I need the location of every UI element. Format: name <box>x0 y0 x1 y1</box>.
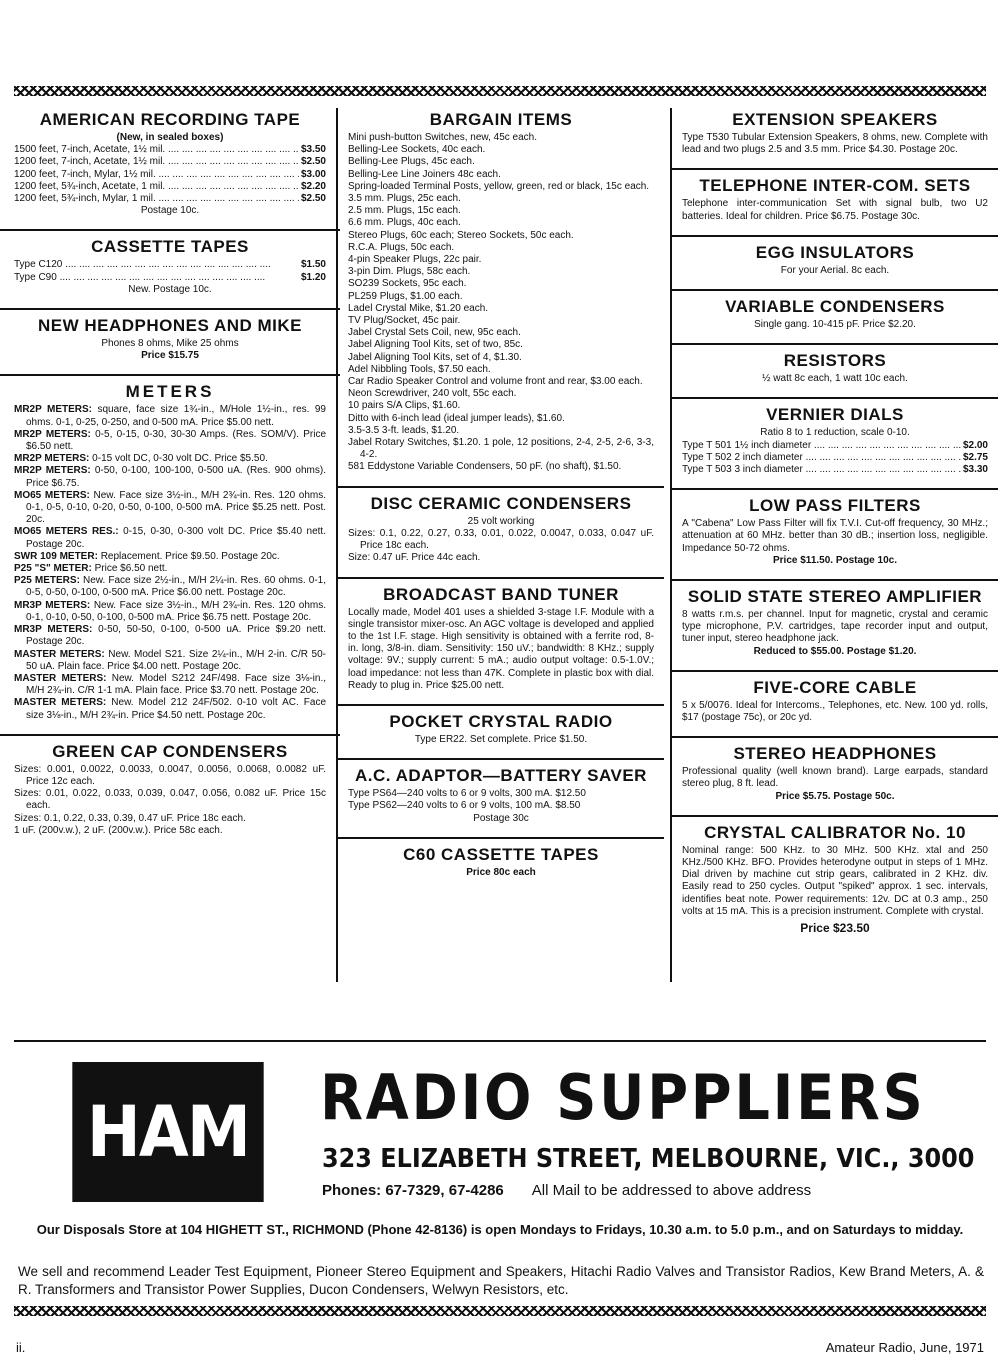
publication-credit: Amateur Radio, June, 1971 <box>825 1340 984 1355</box>
section-title: EGG INSULATORS <box>755 242 915 262</box>
section-divider <box>672 235 998 237</box>
section-divider <box>672 343 998 345</box>
meter-item: MR2P METERS: 0-5, 0-15, 0-30, 30-30 Amps. (Res. SOM/V). Price $6.50 nett. <box>14 428 327 453</box>
spec-line: Type PS64—240 volts to 6 or 9 volts, 300 mA. $12.50 <box>348 788 586 800</box>
phones: Phones: 67-7329, 67-4286 <box>322 1182 504 1199</box>
spec-line: ½ watt 8c each, 1 watt 10c each. <box>762 373 908 385</box>
crystal-calibrator-section <box>682 823 988 942</box>
resistors-section <box>682 351 988 393</box>
spec-line: 1 uF. (200v.w.), 2 uF. (200v.w.). Price 58c each. <box>14 824 223 836</box>
meter-item: MR3P METERS: 0-50, 50-50, 0-100, 0-500 uA. Price $9.20 nett. Postage 20c. <box>14 624 326 648</box>
description: 8 watts r.m.s. per channel. Input for magnetic, crystal and ceramic type microphone, P.V. cartridges, tape recorder input and output, tuner input, stereo headphone jack. <box>682 609 988 645</box>
company-address: 323 ELIZABETH STREET, MELBOURNE, VIC., 3000 <box>322 1144 975 1174</box>
list-item: 2.5 mm. Plugs, 15c each. <box>348 205 461 217</box>
section-divider <box>0 734 340 736</box>
description: Type T530 Tubular Extension Speakers, 8 ohms, new. Complete with lead and two plugs 2.5 and 3.5 mm. Price $4.30. Postage 20c. <box>682 132 988 156</box>
spec-line: For your Aerial. 8c each. <box>780 264 890 276</box>
telephone-intercom-section <box>682 176 988 230</box>
list-item: Jabel Aligning Tool Kits, set of 4, $1.30. <box>348 351 522 363</box>
spec-line: Type PS62—240 volts to 6 or 9 volts, 100 mA. $8.50 <box>348 800 581 812</box>
meters-section <box>14 382 326 729</box>
section-divider <box>338 577 664 579</box>
price-row: 1200 feet, 5¾-inch, Acetate, 1 mil. .... $2.20 <box>14 181 326 193</box>
price-row: Type C90 .... $1.20 <box>14 272 326 284</box>
section-divider <box>672 289 998 291</box>
list-item: 6.6 mm. Plugs, 40c each. <box>348 217 461 229</box>
meter-item: MO65 METERS: New. Face size 3½-in., M/H 2¾-in. Res. 120 ohms. 0-1, 0-5, 0-10, 0-20, 0-50, 0-100, 0-500 mA. Price $5.25 nett. Post. 20c. <box>14 489 326 526</box>
low-pass-filters-section <box>682 496 988 575</box>
section-title: CRYSTAL CALIBRATOR No. 10 <box>704 822 966 842</box>
section-title: FIVE-CORE CABLE <box>753 677 917 697</box>
section-title: VARIABLE CONDENSERS <box>725 297 945 317</box>
section-title: EXTENSION SPEAKERS <box>732 110 938 129</box>
price-line: Price 80c each <box>466 866 536 878</box>
section-divider <box>0 308 340 310</box>
price-line: Price $11.50. Postage 10c. <box>773 554 897 566</box>
list-item: 3.5 mm. Plugs, 25c each. <box>348 193 461 205</box>
spec-line: Sizes: 0.1, 0.22, 0.33, 0.39, 0.47 uF. Price 18c each. <box>14 812 246 824</box>
section-divider <box>672 736 998 738</box>
company-name: RADIO SUPPLIERS <box>320 1061 926 1134</box>
meter-item: MASTER METERS: New. Model S21. Size 2¼-in., M/H 2-in. C/R 50-50 uA. Plain face. Price $4.00 nett. Postage 20c. <box>14 648 327 672</box>
section-title: NEW HEADPHONES AND MIKE <box>38 316 302 336</box>
meter-item: MO65 METERS RES.: 0-15, 0-30, 0-300 volt DC. Price $5.40 nett. Postage 20c. <box>14 526 326 550</box>
list-item: 3-pin Dim. Plugs, 58c each. <box>348 266 471 278</box>
list-item: Neon Screwdriver, 240 volt, 55c each. <box>348 388 517 400</box>
headphones-mike-section <box>14 316 326 370</box>
footer-divider <box>14 1040 986 1042</box>
section-title: DISC CERAMIC CONDENSERS <box>370 493 632 513</box>
section-title: STEREO HEADPHONES <box>733 744 937 764</box>
store-hours: Our Disposals Store at 104 HIGHETT ST., RICHMOND (Phone 42-8136) is open Mondays to Fridays, 10.30 a.m. to 5.0 p.m., and on Saturdays to midday. <box>36 1222 964 1237</box>
meter-item: MASTER METERS: New. Model S212 24F/498. Face size 3⅛-in., M/H 2¾-in. C/R 1-1 mA. Plain face. Price $3.70 nett. Postage 20c. <box>14 672 327 697</box>
spec-line: Type ER22. Set complete. Price $1.50. <box>414 733 588 745</box>
section-title: C60 CASSETTE TAPES <box>403 844 599 864</box>
section-subtitle: (New, in sealed boxes) <box>116 132 224 143</box>
list-item: TV Plug/Socket, 45c pair. <box>348 315 461 327</box>
meter-item: MR2P METERS: 0-50, 0-100, 100-100, 0-500 uA. (Res. 900 ohms). Price $6.75. <box>14 465 326 489</box>
five-core-cable-section <box>682 678 988 732</box>
list-item: Belling-Lee Line Joiners 48c each. <box>348 168 501 180</box>
meter-item: MR3P METERS: New. Face size 3½-in., M/H 2¾-in. Res. 120 ohms. 0-1, 0-10, 0-50, 0-100, 0-500 mA. Price $6.75 nett. Postage 20c. <box>14 599 326 623</box>
list-item: R.C.A. Plugs, 50c each. <box>348 241 455 253</box>
price-row: 1500 feet, 7-inch, Acetate, 1½ mil. .... $3.50 <box>14 144 326 156</box>
brands-statement: We sell and recommend Leader Test Equipment, Pioneer Stereo Equipment and Speakers, Hitachi Radio Valves and Transistor Radios, Kew Brand Meters, A. & R. Transformers and Transistor Power Supplies, Ducon Condensers, Welwyn Resistors, etc. <box>18 1264 984 1297</box>
list-item: Belling-Lee Plugs, 45c each. <box>348 156 475 168</box>
list-item: Belling-Lee Sockets, 40c each. <box>348 144 486 156</box>
list-item: Jabel Rotary Switches, $1.20. 1 pole, 12 positions, 2-4, 2-5, 2-6, 3-3, 4-2. <box>348 437 654 461</box>
list-item: SO239 Sockets, 95c each. <box>348 278 467 290</box>
spec-line: Phones 8 ohms, Mike 25 ohms <box>101 338 239 350</box>
list-item: 4-pin Speaker Plugs, 22c pair. <box>348 254 482 266</box>
meter-item: MR2P METERS: square, face size 1¾-in., M/Hole 1½-in., res. 99 ohms. 0-1, 0-25, 0-250, and 0-500 mA. Price $5.00 nett. <box>14 404 326 428</box>
spec-line: Size: 0.47 uF. Price 44c each. <box>348 552 481 564</box>
price-row: Type T 501 1½ inch diameter .... $2.00 <box>682 440 988 452</box>
vernier-dials-section <box>682 405 988 484</box>
meter-item: SWR 109 METER: Replacement. Price $9.50. Postage 20c. <box>14 550 280 562</box>
section-subtitle: Ratio 8 to 1 reduction, scale 0-10. <box>760 427 910 439</box>
list-item: Car Radio Speaker Control and volume front and rear, $3.00 each. <box>348 376 643 388</box>
disc-ceramic-section <box>348 494 654 573</box>
stereo-amplifier-section <box>682 587 988 666</box>
price-line: Price $5.75. Postage 50c. <box>775 790 895 802</box>
list-item: Jabel Aligning Tool Kits, set of two, 85c. <box>348 339 523 351</box>
cassette-tapes-section <box>14 237 326 304</box>
price-row: Type C120 .... $1.50 <box>14 259 326 271</box>
section-divider <box>338 704 664 706</box>
list-item: Mini push-button Switches, new, 45c each. <box>348 132 537 143</box>
section-title: METERS <box>125 382 215 402</box>
price-line: Price $15.75 <box>141 350 199 362</box>
section-divider <box>0 229 340 231</box>
column-divider-left <box>336 108 338 982</box>
section-title: BARGAIN ITEMS <box>429 110 573 129</box>
list-item: PL259 Plugs, $1.00 each. <box>348 290 463 302</box>
description: Locally made, Model 401 uses a shielded 3-stage I.F. Module with a single transistor mixer-osc. An AGC voltage is developed and applied to the 1st I.F. stage. High sensitivity is obtained with a ferrite rod, 8-in. long, 3/8-in. diam. Sensitivity: 150 uV.; bandwidth: 8 KHz.; supply voltage: 9V.; supply current: 5 mA.; audio output voltage: 0.5-1.0V.; load impedance: not less than 47K. Complete in plastic box with dial. Ready to plug in. Price $25.00 nett. <box>348 606 654 691</box>
section-subtitle: 25 volt working <box>467 515 535 527</box>
mail-note: All Mail to be addressed to above address <box>531 1182 812 1199</box>
spec-line: Sizes: 0.1, 0.22, 0.27, 0.33, 0.01, 0.022, 0.0047, 0.033, 0.047 uF. Price 18c each. <box>348 527 654 552</box>
section-title: TELEPHONE INTER-COM. SETS <box>699 176 971 196</box>
list-item: 10 pairs S/A Clips, $1.60. <box>348 400 461 412</box>
section-title: GREEN CAP CONDENSERS <box>52 741 288 761</box>
description: Telephone inter-communication Set with signal bulb, two U2 batteries. Ideal for children. Price $6.75. Postage 30c. <box>682 198 988 222</box>
green-cap-condensers-section <box>14 742 326 845</box>
description: Nominal range: 500 KHz. to 30 MHz. 500 KHz. xtal and 250 KHz./500 KHz. BFO. Provides heterodyne output in steps of 1 MHz. Dial driven by machine cut strip gears, calibrated in 2 KHz. div. Easily read to 250 cycles. Output "spiked" approx. 1 sec. intervals, identifies beat note. Power requirements: 12v. DC at 0.3 amp., 250 volts at 15 mA. This is a precision instrument. Complete with crystal. <box>682 844 988 917</box>
c60-cassette-section <box>348 845 654 887</box>
price-row: 1200 feet, 5¾-inch, Mylar, 1 mil. .... $2.50 <box>14 193 326 205</box>
broadcast-tuner-section <box>348 585 654 700</box>
extension-speakers-section <box>682 110 988 164</box>
american-recording-tape-section <box>14 110 326 225</box>
section-divider <box>672 488 998 490</box>
egg-insulators-section <box>682 243 988 285</box>
ac-adaptor-section <box>348 766 654 833</box>
section-title: LOW PASS FILTERS <box>749 496 921 516</box>
section-divider <box>672 815 998 817</box>
section-title: A.C. ADAPTOR—BATTERY SAVER <box>355 766 647 786</box>
list-item: Spring-loaded Terminal Posts, yellow, green, red or black, 15c each. <box>348 180 650 192</box>
price-row: 1200 feet, 7-inch, Mylar, 1½ mil. .... $3.00 <box>14 169 326 181</box>
column-2 <box>348 110 654 887</box>
column-divider-right <box>670 108 672 982</box>
list-item: Ladel Crystal Mike, $1.20 each. <box>348 302 489 314</box>
description: 5 x 5/0076. Ideal for Intercoms., Telephones, etc. New. 100 yd. rolls, $17 (postage 75c), or 20c yd. <box>682 699 988 724</box>
section-title: SOLID STATE STEREO AMPLIFIER <box>687 587 983 607</box>
section-title: POCKET CRYSTAL RADIO <box>389 711 613 731</box>
column-3 <box>682 110 988 942</box>
bargain-items-section <box>348 110 654 482</box>
bottom-decorative-border <box>14 1306 986 1316</box>
column-1 <box>14 110 326 845</box>
meter-item: MR2P METERS: 0-15 volt DC, 0-30 volt DC. Price $5.50. <box>14 453 268 465</box>
list-item: 3.5-3.5 3-ft. leads, $1.20. <box>348 424 460 436</box>
meter-item: P25 "S" METER: Price $6.50 nett. <box>14 563 168 575</box>
section-divider <box>672 168 998 170</box>
phones-line <box>322 1181 811 1201</box>
postage-note: New. Postage 10c. <box>128 283 212 295</box>
postage-note: Postage 10c. <box>140 205 200 217</box>
meter-item: P25 METERS: New. Face size 2½-in., M/H 2¼-in. Res. 60 ohms. 0-1, 0-5, 0-50, 0-100, 0-500 mA. Price $6.00 nett. Postage 20c. <box>14 575 327 599</box>
list-item: Adel Nibbling Tools, $7.50 each. <box>348 363 491 375</box>
price-row: Type T 502 2 inch diameter .... $2.75 <box>682 452 988 464</box>
price-row: 1200 feet, 7-inch, Acetate, 1½ mil. .... $2.50 <box>14 156 326 168</box>
meter-item: MASTER METERS: New. Model 212 24F/502. 0-10 volt AC. Face size 3⅛-in., M/H 2¾-in. Price $4.50 nett. Postage 20c. <box>14 697 327 721</box>
section-title: CASSETTE TAPES <box>91 237 249 257</box>
top-decorative-border <box>14 86 986 96</box>
postage-note: Postage 30c <box>473 812 529 824</box>
section-title: BROADCAST BAND TUNER <box>383 584 619 604</box>
section-title: VERNIER DIALS <box>766 405 904 425</box>
spec-line: Sizes: 0.01, 0.022, 0.033, 0.039, 0.047, 0.056, 0.082 uF. Price 15c each. <box>14 788 326 812</box>
section-divider <box>672 397 998 399</box>
pocket-crystal-radio-section <box>348 712 654 754</box>
variable-condensers-section <box>682 297 988 339</box>
list-item: Stereo Plugs, 60c each; Stereo Sockets, 50c each. <box>348 229 574 241</box>
spec-line: Sizes: 0.001, 0.0022, 0.0033, 0.0047, 0.0056, 0.0068, 0.0082 uF. Price 12c each. <box>14 763 326 787</box>
stereo-headphones-section <box>682 744 988 811</box>
section-divider <box>338 486 664 488</box>
spec-line: Single gang. 10-415 pF. Price $2.20. <box>754 319 916 331</box>
list-item: Jabel Crystal Sets Coil, new, 95c each. <box>348 327 521 339</box>
price-row: Type T 503 3 inch diameter .... $3.30 <box>682 464 988 476</box>
ham-logo: HAM <box>72 1062 263 1202</box>
description: Professional quality (well known brand). Large earpads, standard stereo plug, 8 ft. lead. <box>682 766 988 790</box>
section-divider <box>338 837 664 839</box>
list-item: 581 Eddystone Variable Condensers, 50 pF. (no shaft), $1.50. <box>348 461 622 473</box>
price-line: Reduced to $55.00. Postage $1.20. <box>753 645 917 657</box>
section-title: RESISTORS <box>783 351 887 371</box>
section-divider <box>672 579 998 581</box>
section-title: AMERICAN RECORDING TAPE <box>39 110 301 129</box>
section-divider <box>0 374 340 376</box>
section-divider <box>672 670 998 672</box>
list-item: Ditto with 6-inch lead (ideal jumper leads), $1.60. <box>348 412 565 424</box>
description: A "Cabena" Low Pass Filter will fix T.V.I. Cut-off frequency, 30 MHz.; attenuation at 60 MHz. better than 30 dB.; insertion loss, negligible. Impedance 50-72 ohms. <box>682 518 988 554</box>
section-divider <box>338 758 664 760</box>
price-line: Price $23.50 <box>800 921 870 936</box>
page-number: ii. <box>16 1340 26 1355</box>
